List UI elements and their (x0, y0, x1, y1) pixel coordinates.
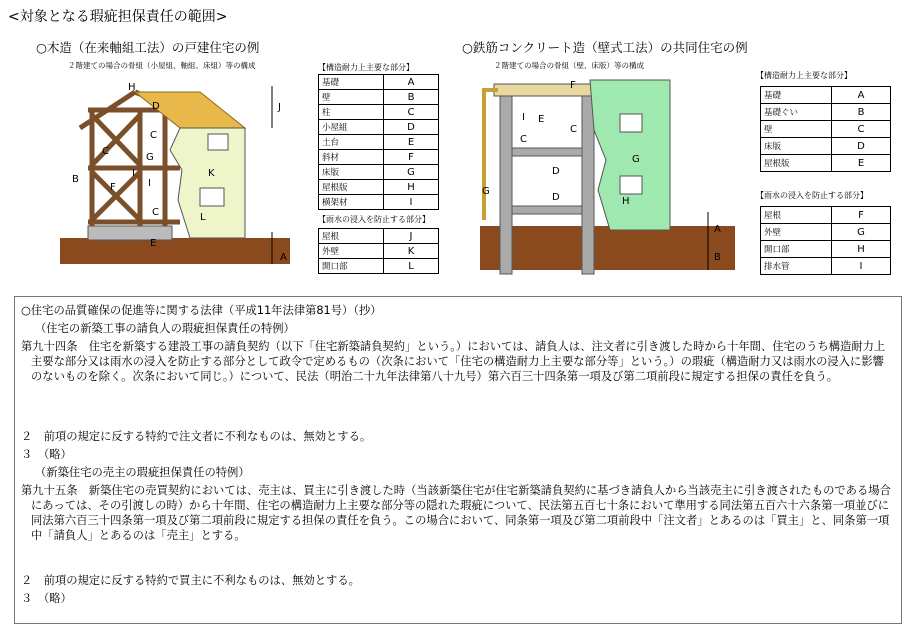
table-row: 基礎 A (761, 87, 891, 104)
rc-structural-table (760, 86, 891, 172)
article-94-para-2: ２ 前項の規定に反する特約で注文者に不利なものは、無効とする。 (21, 430, 372, 443)
wood-water-table (318, 228, 439, 274)
law-text-box (14, 296, 902, 624)
label-D: D (152, 101, 160, 112)
label-I2: I (132, 168, 135, 179)
label-C2: C (152, 207, 159, 218)
table-row: 横架材 I (319, 195, 439, 210)
wood-subtitle: ○木造（在来軸組工法）の戸建住宅の例 (36, 40, 260, 55)
table-row: 床版 D (761, 138, 891, 155)
label-H: H (622, 196, 630, 207)
roof-slab (494, 84, 604, 96)
law-article-heading: （住宅の新築工事の請負人の瑕疵担保責任の特例） (35, 322, 295, 335)
label-I: I (522, 112, 525, 123)
table-row: 外壁 G (761, 224, 891, 241)
wood-water-caption: 【雨水の浸入を防止する部分】 (318, 215, 430, 224)
outer-wall (590, 80, 670, 230)
article-95-para-2: ２ 前項の規定に反する特約で買主に不利なものは、無効とする。 (21, 574, 360, 587)
article-95-para-3: ３ （略） (21, 592, 72, 605)
label-F: F (110, 182, 116, 193)
table-row: 排水管 I (761, 258, 891, 275)
wall-left (500, 96, 512, 274)
article-95: 第九十五条 新築住宅の売買契約においては、売主は、買主に引き渡した時（当該新築住宅が住宅新築請負契約に基づき請負人から当該売主に引き渡されたものである場合にあっては、その引渡しの時）から十年間、住宅の構造耐力上主要な部分等の隠れた瑕疵について、民法第五百七十条において準用する同法第五百六十六条第一項並びに同法第六百三十四条第一項及び第二項前段に規定する担保の責任を負う。この場合において、同条第一項及び第二項前段中「注文者」とあるのは「買主」と、同条第一項中「請負人」とあるのは「売主」とする。 (21, 484, 891, 542)
article-94: 第九十四条 住宅を新築する建設工事の請負契約（以下「住宅新築請負契約」という。）においては、請負人は、注文者に引き渡した時から十年間、住宅のうち構造耐力上主要な部分又は雨水の浸入を防止する部分として政令で定めるもの（次条において「住宅の構造耐力上主要な部分等」という。）の瑕疵（構造耐力又は雨水の浸入に影響のないものを除く。次条において同じ。）について、民法（明治二十九年法律第八十九号）第六百三十四条第一項及び第二項前段に規定する担保の責任を負う。 (21, 340, 886, 383)
label-F: F (570, 80, 576, 91)
label-A: A (714, 224, 721, 235)
table-row: 外壁 K (319, 244, 439, 259)
label-C: C (520, 134, 527, 145)
table-row: 屋根版 H (319, 180, 439, 195)
rc-building-diagram (470, 70, 750, 275)
table-row: 屋根 F (761, 207, 891, 224)
law-article-heading: （新築住宅の売主の瑕疵担保責任の特例） (35, 466, 250, 479)
law-title: ○住宅の品質確保の促進等に関する法律（平成11年法律第81号）（抄） (21, 304, 382, 317)
foundation (88, 226, 172, 240)
label-D: D (552, 166, 560, 177)
table-row: 柱 C (319, 105, 439, 120)
label-I: I (148, 178, 151, 189)
label-G: G (632, 154, 640, 165)
table-row: 小屋組 D (319, 120, 439, 135)
label-H: H (128, 82, 136, 93)
wood-structural-table (318, 74, 439, 210)
label-B: B (72, 174, 79, 185)
main-title: <対象となる瑕疵担保責任の範囲> (8, 9, 228, 25)
label-D2: D (552, 192, 560, 203)
drain-pipe (484, 90, 498, 220)
label-L: L (200, 212, 206, 223)
rc-water-table (760, 206, 891, 275)
rc-subtitle: ○鉄筋コンクリート造（壁式工法）の共同住宅の例 (462, 40, 748, 55)
label-C2: C (570, 124, 577, 135)
table-row: 基礎ぐい B (761, 104, 891, 121)
label-G2: G (482, 186, 490, 197)
table-row: 斜材 F (319, 150, 439, 165)
label-A: A (280, 252, 287, 263)
wall-right (582, 96, 594, 274)
label-C: C (102, 146, 109, 157)
table-row: 土台 E (319, 135, 439, 150)
label-K: K (208, 168, 215, 179)
rc-structural-caption: 【構造耐力上主要な部分】 (756, 71, 852, 80)
table-row: 壁 B (319, 90, 439, 105)
wood-structural-caption: 【構造耐力上主要な部分】 (318, 63, 414, 72)
label-B: B (714, 252, 721, 263)
label-J: J (278, 102, 281, 113)
table-row: 屋根 J (319, 229, 439, 244)
rc-water-caption: 【雨水の浸入を防止する部分】 (756, 191, 868, 200)
label-E: E (150, 238, 157, 249)
ground (60, 238, 290, 264)
label-E: E (538, 114, 545, 125)
table-row: 壁 C (761, 121, 891, 138)
table-row: 開口部 H (761, 241, 891, 258)
ground (480, 226, 735, 270)
rc-note: ２階建ての場合の骨組（壁、床版）等の構成 (494, 61, 644, 70)
wood-note: ２階建ての場合の骨組（小屋組、軸組、床組）等の構成 (68, 61, 256, 70)
article-94-para-3: ３ （略） (21, 448, 72, 461)
table-row: 床版 G (319, 165, 439, 180)
table-row: 基礎 A (319, 75, 439, 90)
wood-house-diagram (40, 70, 310, 290)
label-G: G (146, 152, 154, 163)
table-row: 屋根版 E (761, 155, 891, 172)
label-C3: C (150, 130, 157, 141)
table-row: 開口部 L (319, 259, 439, 274)
